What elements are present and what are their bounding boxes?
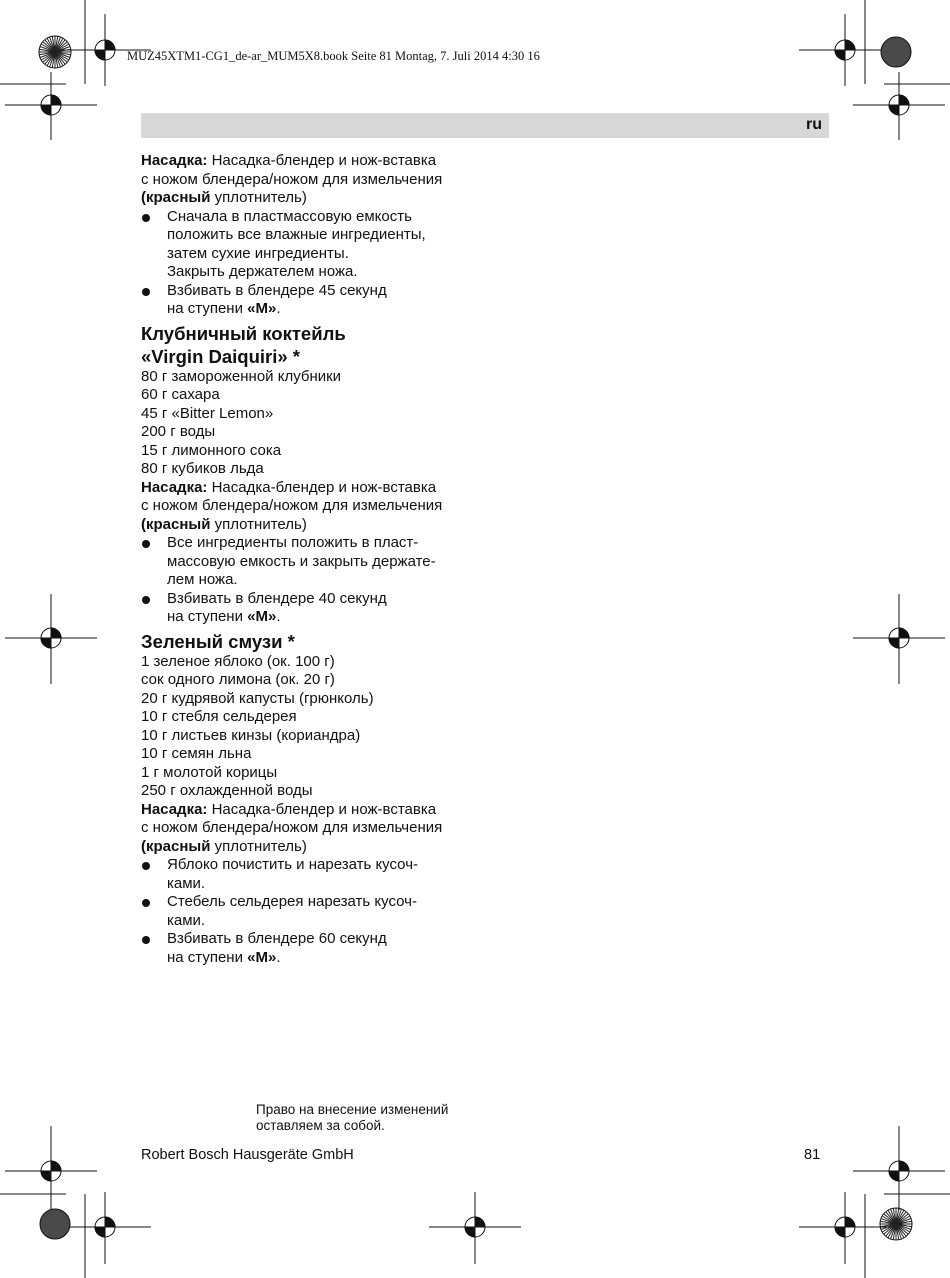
file-info-header: MUZ45XTM1-CG1_de-ar_MUM5X8.book Seite 81 Montag, 7. Juli 2014 4:30 16 <box>127 49 540 63</box>
speed-setting: «М» <box>247 300 277 317</box>
attachment-line: с ножом блендера/ножом для измельчения <box>141 170 443 188</box>
steps-list <box>141 208 481 319</box>
step-item <box>141 282 481 319</box>
recipe-title-line: «Virgin Daiquiri» * <box>141 345 301 367</box>
ingredients-list <box>141 368 481 479</box>
crosshair-icon <box>5 1126 97 1210</box>
step-item <box>141 534 481 590</box>
recipe-continued <box>141 152 481 319</box>
ingredient: 10 г семян льна <box>141 745 252 762</box>
crosshair-icon <box>59 1192 151 1264</box>
steps-list <box>141 534 481 627</box>
attachment-line: Насадка-блендер и нож-вставка <box>211 478 437 496</box>
language-bar <box>141 113 829 138</box>
crosshair-icon <box>5 594 97 684</box>
step-text: на ступени <box>167 608 248 625</box>
seal-label: (красный <box>141 189 211 206</box>
recipe-title <box>141 322 481 368</box>
crosshair-icon <box>5 72 97 140</box>
step-line: лем ножа. <box>167 571 238 588</box>
seal-rest: уплотнитель) <box>214 837 307 855</box>
ingredient: 20 г кудрявой капусты (грюнколь) <box>141 689 374 707</box>
steps-list <box>141 856 481 967</box>
ingredient: 80 г кубиков льда <box>141 460 264 477</box>
step-line: ками. <box>167 911 206 929</box>
step-text: . <box>276 300 281 317</box>
starburst-icon <box>880 1208 912 1240</box>
step-line: Яблоко почистить и нарезать кусоч- <box>167 856 419 873</box>
attachment-text <box>141 152 481 208</box>
step-line: Взбивать в блендере 40 секунд <box>167 589 387 607</box>
step-line: положить все влажные ингредиенты, <box>167 226 426 243</box>
attachment-label: Насадка: <box>141 478 208 496</box>
attachment-line: с ножом блендера/ножом для измельчения <box>141 819 443 836</box>
step-item <box>141 208 481 282</box>
attachment-text <box>141 479 481 535</box>
crosshair-icon <box>429 1192 521 1264</box>
ingredient: 200 г воды <box>141 423 216 440</box>
ingredients-list <box>141 653 481 801</box>
ingredient: сок одного лимона (ок. 20 г) <box>141 671 335 688</box>
attachment-text <box>141 801 481 857</box>
ingredient: 10 г листьев кинзы (кориандра) <box>141 726 361 744</box>
recipe-title-line: Клубничный коктейль <box>141 322 346 344</box>
seal-rest: уплотнитель) <box>214 189 307 206</box>
crosshair-icon <box>799 14 891 86</box>
language-code: ru <box>806 116 822 133</box>
attachment-line: с ножом блендера/ножом для измельчения <box>141 497 443 514</box>
crosshair-icon <box>853 72 945 140</box>
ingredient: 15 г лимонного сока <box>141 441 282 459</box>
step-text: на ступени <box>167 948 248 966</box>
attachment-line: Насадка-блендер и нож-вставка <box>211 800 437 818</box>
step-line: Все ингредиенты положить в пласт- <box>167 534 419 551</box>
step-line: Стебель сельдерея нарезать кусоч- <box>167 893 417 910</box>
speed-setting: «М» <box>247 608 277 625</box>
ingredient: 10 г стебля сельдерея <box>141 708 297 725</box>
speed-setting: «М» <box>247 948 277 966</box>
step-item <box>141 893 481 930</box>
step-line: ками. <box>167 874 206 892</box>
ingredient: 1 г молотой корицы <box>141 763 278 781</box>
rights-notice <box>256 1102 448 1133</box>
step-line <box>167 300 481 319</box>
attachment-label: Насадка: <box>141 800 208 818</box>
main-content <box>141 152 481 967</box>
notice-line: оставляем за собой. <box>256 1117 385 1133</box>
starburst-icon <box>39 36 71 68</box>
recipe-title: Зеленый смузи * <box>141 630 295 652</box>
seal-label: (красный <box>141 515 211 533</box>
step-item <box>141 856 481 893</box>
step-text: на ступени <box>167 300 248 317</box>
attachment-line: Насадка-блендер и нож-вставка <box>211 152 437 169</box>
filled-circle-icon <box>881 37 911 67</box>
step-line: затем сухие ингредиенты. <box>167 244 349 262</box>
step-line <box>167 949 481 968</box>
ingredient: 250 г охлажденной воды <box>141 782 313 799</box>
filled-circle-icon <box>40 1209 70 1239</box>
step-line: Взбивать в блендере 45 секунд <box>167 281 387 299</box>
step-text: . <box>276 608 281 625</box>
page-number: 81 <box>804 1147 821 1163</box>
recipe-green-smoothie <box>141 630 481 968</box>
ingredient: 60 г сахара <box>141 386 220 403</box>
step-item <box>141 590 481 627</box>
step-line <box>167 608 481 627</box>
step-text: . <box>276 948 281 966</box>
step-line: массовую емкость и закрыть держате- <box>167 552 436 570</box>
crosshair-icon <box>799 1192 891 1264</box>
ingredient: 80 г замороженной клубники <box>141 367 342 385</box>
step-line: Взбивать в блендере 60 секунд <box>167 930 387 947</box>
seal-label: (красный <box>141 837 211 855</box>
ingredient: 1 зеленое яблоко (ок. 100 г) <box>141 652 335 670</box>
crosshair-icon <box>853 594 945 684</box>
step-line: Сначала в пластмассовую емкость <box>167 207 412 225</box>
notice-line: Право на внесение изменений <box>256 1102 449 1117</box>
step-line: Закрыть держателем ножа. <box>167 263 358 280</box>
attachment-label: Насадка: <box>141 152 208 169</box>
ingredient: 45 г «Bitter Lemon» <box>141 404 274 422</box>
recipe-virgin-daiquiri <box>141 322 481 627</box>
crosshair-icon <box>853 1126 945 1210</box>
seal-rest: уплотнитель) <box>214 515 307 533</box>
step-item <box>141 930 481 967</box>
footer-company: Robert Bosch Hausgeräte GmbH <box>141 1147 354 1163</box>
